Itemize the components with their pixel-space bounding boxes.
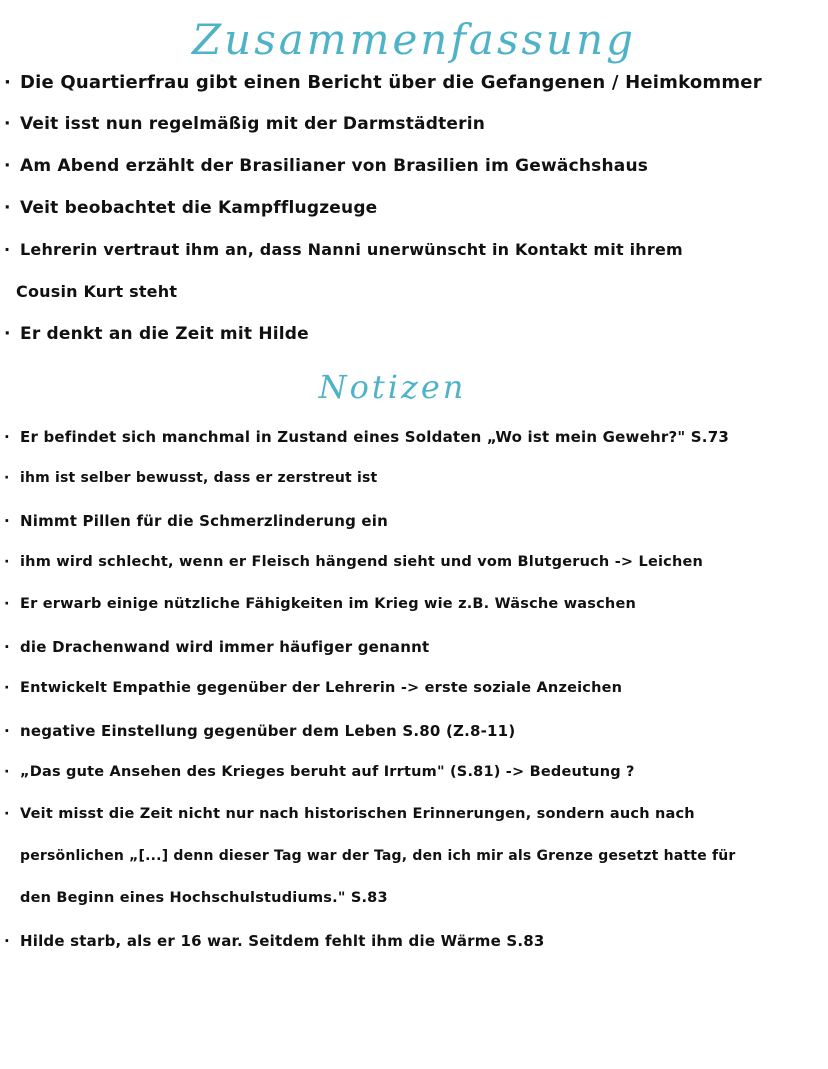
- summary-item-text: Lehrerin vertraut ihm an, dass Nanni unerwünscht in Kontakt mit ihrem: [20, 240, 683, 259]
- summary-item-text: Veit beobachtet die Kampfflugzeuge: [20, 198, 378, 218]
- summary-item-text: Die Quartierfrau gibt einen Bericht über die Gefangenen / Heimkommer: [20, 72, 762, 93]
- note-item-text: persönlichen „[...] denn dieser Tag war der Tag, den ich mir als Grenze gesetzt hatte für: [20, 848, 736, 864]
- note-item-text: ihm wird schlecht, wenn er Fleisch hängend sieht und vom Blutgeruch -> Leichen: [20, 554, 704, 570]
- note-item-text: „Das gute Ansehen des Krieges beruht auf Irrtum" (S.81) -> Bedeutung ?: [20, 764, 635, 780]
- summary-item-text: Cousin Kurt steht: [16, 282, 178, 301]
- note-item-text: ihm ist selber bewusst, dass er zerstreut ist: [20, 470, 378, 486]
- note-item-text: den Beginn eines Hochschulstudiums." S.83: [20, 890, 388, 906]
- notes-heading: Notizen: [318, 368, 467, 406]
- summary-item-text: Am Abend erzählt der Brasilianer von Brasilien im Gewächshaus: [20, 156, 649, 176]
- note-item-text: Nimmt Pillen für die Schmerzlinderung ein: [20, 512, 389, 530]
- summary-item-text: Veit isst nun regelmäßig mit der Darmstädterin: [20, 114, 486, 134]
- note-item-text: Entwickelt Empathie gegenüber der Lehrerin -> erste soziale Anzeichen: [20, 680, 623, 696]
- note-item-text: Hilde starb, als er 16 war. Seitdem fehlt ihm die Wärme S.83: [20, 932, 545, 950]
- note-item-text: die Drachenwand wird immer häufiger genannt: [20, 638, 430, 656]
- note-item-text: negative Einstellung gegenüber dem Leben S.80 (Z.8-11): [20, 722, 516, 740]
- note-item-text: Er erwarb einige nützliche Fähigkeiten im Krieg wie z.B. Wäsche waschen: [20, 596, 636, 612]
- note-item-text: Er befindet sich manchmal in Zustand eines Soldaten „Wo ist mein Gewehr?" S.73: [20, 428, 729, 446]
- summary-item-text: Er denkt an die Zeit mit Hilde: [20, 324, 309, 344]
- summary-heading: Zusammenfassung: [191, 15, 637, 64]
- notes-page: Zusammenfassung · Die Quartierfrau gibt einen Bericht über die Gefangenen / Heimkommer · Veit isst nun regelmäßig mit der Darmstädterin · Am Abend erzählt der Brasilianer von Brasilien im Gewächshaus · Veit beobachtet die Kampfflugzeuge · Lehrerin vertraut ihm an, dass Nanni unerwünscht in Kontakt mit ihrem Cousin Kurt steht · Er denkt an die Zeit mit Hilde Notizen · Er befindet sich manchmal in Zustand eines Soldaten „Wo ist mein Gewehr?" S.73 · ihm ist selber bewusst, dass er zerstreut ist · Nimmt Pillen für die Schmerzlinderung ein · ihm wird schlecht, wenn er Fleisch hängend sieht und vom Blutgeruch -> Leichen · Er erwarb einige nützliche Fähigkeiten im Krieg wie z.B. Wäsche waschen · die Drachenwand wird immer häufiger genannt · Entwickelt Empathie gegenüber der Lehrerin -> erste soziale Anzeichen · negative Einstellung gegenüber dem Leben S.80 (Z.8-11) · „Das gute Ansehen des Krieges beruht auf Irrtum" (S.81) -> Bedeutung ? · Veit misst die Zeit nicht nur nach historischen Erinnerungen, sondern auch nach persönlichen „[...] denn dieser Tag war der Tag, den ich mir als Grenze gesetzt hatte für den Beginn eines Hochschulstudiums." S.83 · Hilde starb, als er 16 war. Seitdem fehlt ihm die Wärme S.83: [0, 0, 828, 1069]
- note-item-text: Veit misst die Zeit nicht nur nach historischen Erinnerungen, sondern auch nach: [20, 806, 695, 822]
